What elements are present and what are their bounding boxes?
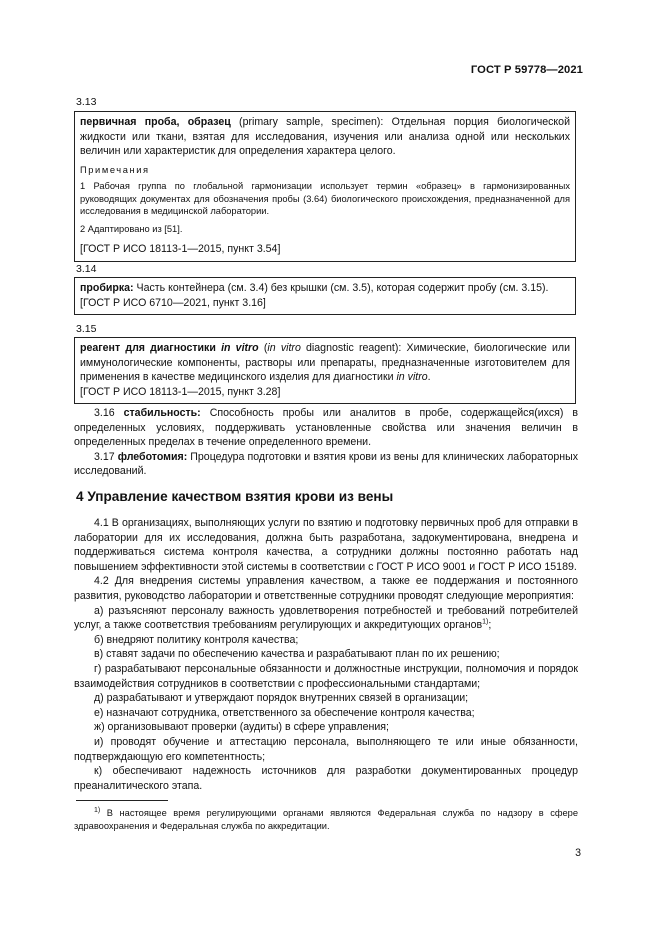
note-2: 2 Адаптировано из [51]. — [80, 224, 183, 235]
definition-3-17: 3.17 флеботомия: Процедура подготовки и взятия крови из вены для клинических лабораторных исследований. — [74, 450, 578, 478]
term-definition: первичная проба, образец (primary sample, specimen): Отдельная порция биологической жидкости или ткани, взятая для исследования, изучения или анализа одной или нескольких величин или характеристик для определения характера целого. — [80, 116, 570, 158]
paragraph-4-2: 4.2 Для внедрения системы управления качеством, а также ее поддержания и постоянного развития, руководство лаборатории и ответственные сотрудники проводят следующие мероприятия: — [74, 575, 578, 602]
definition-3-16: 3.16 стабильность: Способность пробы или аналитов в пробе, содержащейся(ихся) в определенных условиях, поддерживать установленные свойства или значения величин в определенных пределах в течение определенного времени. — [74, 407, 578, 449]
term-number: 3.15 — [76, 323, 97, 335]
term-definition: реагент для диагностики in vitro (in vitro diagnostic reagent): Химические, биологические или иммунологические компоненты, растворы или препараты, предназначенные изготовителем для применения в качестве медицинского изделия для диагностики in vitro. — [80, 342, 571, 384]
term-number: 3.13 — [76, 96, 97, 108]
term-name: пробирка: — [80, 282, 134, 294]
term-name: реагент для диагностики in vitro — [80, 342, 259, 354]
term-reference: [ГОСТ Р ИСО 18113-1—2015, пункт 3.54] — [80, 242, 281, 255]
term-box-3-15 — [74, 337, 576, 404]
list-item: и) проводят обучение и аттестацию персонала, выполняющего те или иные обязанности, подтверждающую его компетентность; — [74, 735, 578, 763]
list-item: ж) организовывают проверки (аудиты) в сфере управления; — [94, 721, 389, 734]
term-reference: [ГОСТ Р ИСО 6710—2021, пункт 3.16] — [80, 296, 266, 309]
term-box-3-14 — [74, 277, 576, 315]
term-number: 3.14 — [76, 263, 97, 275]
list-item: а) разъясняют персоналу важность удовлетворения потребностей и требований потребителей услуг, а также соответствия требованиям регулирующих и аккредитующих органов$^{1)}$; — [74, 604, 578, 632]
notes-label: Примечания — [80, 164, 150, 175]
footnote-mark: 1) — [94, 806, 101, 814]
list-item: г) разрабатывают персональные обязанности и должностные инструкции, полномочия и порядок взаимодействия сотрудников в соответствии с профессиональными стандартами; — [74, 662, 578, 690]
paragraph-4-1: 4.1 В организациях, выполняющих услуги по взятию и подготовку первичных проб для отправки в лаборатории для их исследования, должна быть разработана, задокументирована, внедрена и поддерживаться система контроля качества, а сотрудники должны постоянно работать над повышением эффективности этой системы в соответствии с ГОСТ Р ИСО 9001 и ГОСТ Р ИСО 15189. — [74, 517, 578, 573]
list-item: б) внедряют политику контроля качества; — [94, 633, 299, 646]
list-item: в) ставят задачи по обеспечению качества и разрабатывают план по их решению; — [94, 648, 500, 661]
page-number: 3 — [575, 847, 581, 859]
list-item: д) разрабатывают и утверждают порядок внутренних связей в организации; — [94, 692, 469, 705]
footnote: $^{1)}$ В настоящее время регулирующими органами являются Федеральная служба по надзору в сфере здравоохранения и Федеральная служба по аккредитации. — [74, 806, 578, 831]
term-definition: пробирка: Часть контейнера (см. 3.4) без крышки (см. 3.5), которая содержит пробу (см. 3.15). — [80, 282, 549, 294]
footnote-divider — [76, 800, 168, 801]
standard-header: ГОСТ Р 59778—2021 — [470, 64, 583, 76]
section-body — [74, 516, 578, 793]
section-title: 4 Управление качеством взятия крови из вены — [76, 489, 394, 504]
list-item: е) назначают сотрудника, ответственного за обеспечение контроля качества; — [94, 706, 475, 719]
term-reference: [ГОСТ Р ИСО 18113-1—2015, пункт 3.28] — [80, 385, 281, 398]
list-item: к) обеспечивают надежность источников для разработки документированных процедур преаналитического этапа. — [74, 765, 578, 792]
term-box-3-13 — [74, 111, 576, 262]
note-1: 1 Рабочая группа по глобальной гармонизации использует термин «образец» в гармонизированных руководящих документах для обозначения пробы (3.64) биологического происхождения, предназначенной для исследования в медицинской лаборатории. — [80, 180, 570, 217]
term-name: первичная проба, образец — [80, 116, 231, 128]
definitions-block — [74, 406, 578, 479]
